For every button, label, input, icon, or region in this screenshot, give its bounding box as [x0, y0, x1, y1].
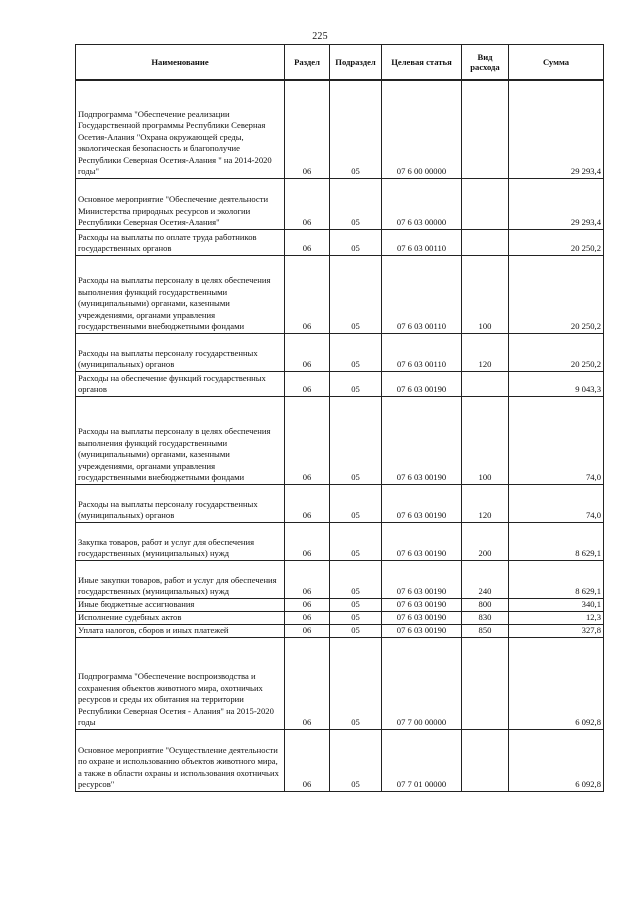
row-expense-type — [462, 371, 509, 396]
row-expense-type: 100 — [462, 255, 509, 333]
header-name: Наименование — [76, 45, 285, 81]
header-section: Раздел — [285, 45, 330, 81]
row-expense-type: 200 — [462, 522, 509, 560]
row-expense-type: 850 — [462, 624, 509, 637]
row-target-item: 07 6 03 00190 — [382, 522, 462, 560]
header-amount: Сумма — [509, 45, 604, 81]
row-section: 06 — [285, 333, 330, 371]
row-target-item: 07 6 03 00000 — [382, 178, 462, 229]
row-amount: 74,0 — [509, 396, 604, 484]
table-row — [76, 484, 604, 522]
row-expense-type: 100 — [462, 396, 509, 484]
row-section: 06 — [285, 255, 330, 333]
row-amount: 6 092,8 — [509, 637, 604, 729]
table-row — [76, 333, 604, 371]
row-target-item: 07 6 03 00190 — [382, 611, 462, 624]
row-subsection: 05 — [330, 80, 382, 178]
row-section: 06 — [285, 371, 330, 396]
row-amount: 20 250,2 — [509, 333, 604, 371]
table-row — [76, 560, 604, 598]
row-expense-type: 830 — [462, 611, 509, 624]
row-target-item: 07 7 00 00000 — [382, 637, 462, 729]
row-target-item: 07 6 03 00190 — [382, 396, 462, 484]
row-amount: 327,8 — [509, 624, 604, 637]
row-subsection: 05 — [330, 637, 382, 729]
row-name: Основное мероприятие "Осуществление деятельности по охране и использованию объектов животного мира, а также в области охраны и использования охотничьих ресурсов" — [76, 729, 285, 791]
row-expense-type — [462, 80, 509, 178]
row-target-item: 07 6 03 00110 — [382, 333, 462, 371]
row-name: Расходы на выплаты персоналу в целях обеспечения выполнения функций государственными (муниципальными) органами, казенными учреждениями, органами управления государственными внебюджетными фондами — [76, 255, 285, 333]
row-subsection: 05 — [330, 178, 382, 229]
row-amount: 9 043,3 — [509, 371, 604, 396]
budget-table — [75, 44, 604, 792]
row-section: 06 — [285, 80, 330, 178]
table-row — [76, 396, 604, 484]
row-subsection: 05 — [330, 624, 382, 637]
row-subsection: 05 — [330, 255, 382, 333]
row-target-item: 07 6 03 00190 — [382, 624, 462, 637]
row-section: 06 — [285, 229, 330, 255]
row-name: Расходы на выплаты персоналу в целях обеспечения выполнения функций государственными (муниципальными) органами, казенными учреждениями, органами управления государственными внебюджетными фондами — [76, 396, 285, 484]
row-section: 06 — [285, 598, 330, 611]
row-name: Расходы на обеспечение функций государственных органов — [76, 371, 285, 396]
row-subsection: 05 — [330, 371, 382, 396]
table-header-row — [76, 45, 604, 81]
table-row — [76, 229, 604, 255]
row-expense-type: 240 — [462, 560, 509, 598]
row-expense-type: 800 — [462, 598, 509, 611]
table-row — [76, 611, 604, 624]
row-name: Подпрограмма "Обеспечение воспроизводства и сохранения объектов животного мира, охотничьих ресурсов и среды их обитания на территории Республики Северная Осетия - Алания" на 2015-2020 годы — [76, 637, 285, 729]
header-target-item: Целевая статья — [382, 45, 462, 81]
row-section: 06 — [285, 178, 330, 229]
row-section: 06 — [285, 396, 330, 484]
row-name: Подпрограмма "Обеспечение реализации Государственной программы Республики Северная Осетия-Алания "Охрана окружающей среды, экологическая безопасность и благополучие Республики Северная Осетия-Алания " на 2014-2020 годы" — [76, 80, 285, 178]
table-row — [76, 729, 604, 791]
row-name: Основное мероприятие "Обеспечение деятельности Министерства природных ресурсов и экологии Республики Северная Осетия-Алания" — [76, 178, 285, 229]
row-amount: 6 092,8 — [509, 729, 604, 791]
table-row — [76, 522, 604, 560]
row-subsection: 05 — [330, 729, 382, 791]
row-subsection: 05 — [330, 333, 382, 371]
row-target-item: 07 7 01 00000 — [382, 729, 462, 791]
row-name: Расходы на выплаты персоналу государственных (муниципальных) органов — [76, 333, 285, 371]
row-expense-type: 120 — [462, 484, 509, 522]
row-subsection: 05 — [330, 560, 382, 598]
row-amount: 8 629,1 — [509, 560, 604, 598]
table-row — [76, 637, 604, 729]
header-subsection: Подраздел — [330, 45, 382, 81]
row-section: 06 — [285, 611, 330, 624]
row-target-item: 07 6 03 00190 — [382, 371, 462, 396]
row-expense-type — [462, 229, 509, 255]
row-amount: 29 293,4 — [509, 80, 604, 178]
row-target-item: 07 6 03 00190 — [382, 598, 462, 611]
row-subsection: 05 — [330, 598, 382, 611]
table-row — [76, 80, 604, 178]
row-name: Исполнение судебных актов — [76, 611, 285, 624]
row-name: Уплата налогов, сборов и иных платежей — [76, 624, 285, 637]
row-section: 06 — [285, 624, 330, 637]
row-expense-type: 120 — [462, 333, 509, 371]
row-section: 06 — [285, 637, 330, 729]
row-amount: 20 250,2 — [509, 255, 604, 333]
row-name: Иные бюджетные ассигнования — [76, 598, 285, 611]
header-expense-type: Вид расхода — [462, 45, 509, 81]
row-name: Иные закупки товаров, работ и услуг для обеспечения государственных (муниципальных) нужд — [76, 560, 285, 598]
row-expense-type — [462, 729, 509, 791]
row-amount: 20 250,2 — [509, 229, 604, 255]
row-subsection: 05 — [330, 522, 382, 560]
row-section: 06 — [285, 522, 330, 560]
page-number: 225 — [312, 31, 328, 42]
table-row — [76, 178, 604, 229]
row-amount: 74,0 — [509, 484, 604, 522]
table-row — [76, 371, 604, 396]
row-amount: 12,3 — [509, 611, 604, 624]
row-expense-type — [462, 178, 509, 229]
row-name: Закупка товаров, работ и услуг для обеспечения государственных (муниципальных) нужд — [76, 522, 285, 560]
row-name: Расходы на выплаты по оплате труда работников государственных органов — [76, 229, 285, 255]
table-row — [76, 255, 604, 333]
row-amount: 29 293,4 — [509, 178, 604, 229]
row-target-item: 07 6 03 00190 — [382, 484, 462, 522]
row-amount: 340,1 — [509, 598, 604, 611]
row-target-item: 07 6 03 00190 — [382, 560, 462, 598]
row-section: 06 — [285, 560, 330, 598]
row-subsection: 05 — [330, 611, 382, 624]
row-expense-type — [462, 637, 509, 729]
row-subsection: 05 — [330, 396, 382, 484]
row-subsection: 05 — [330, 229, 382, 255]
row-target-item: 07 6 00 00000 — [382, 80, 462, 178]
row-target-item: 07 6 03 00110 — [382, 255, 462, 333]
row-amount: 8 629,1 — [509, 522, 604, 560]
table-row — [76, 598, 604, 611]
row-target-item: 07 6 03 00110 — [382, 229, 462, 255]
row-section: 06 — [285, 484, 330, 522]
row-section: 06 — [285, 729, 330, 791]
row-subsection: 05 — [330, 484, 382, 522]
row-name: Расходы на выплаты персоналу государственных (муниципальных) органов — [76, 484, 285, 522]
table-row — [76, 624, 604, 637]
